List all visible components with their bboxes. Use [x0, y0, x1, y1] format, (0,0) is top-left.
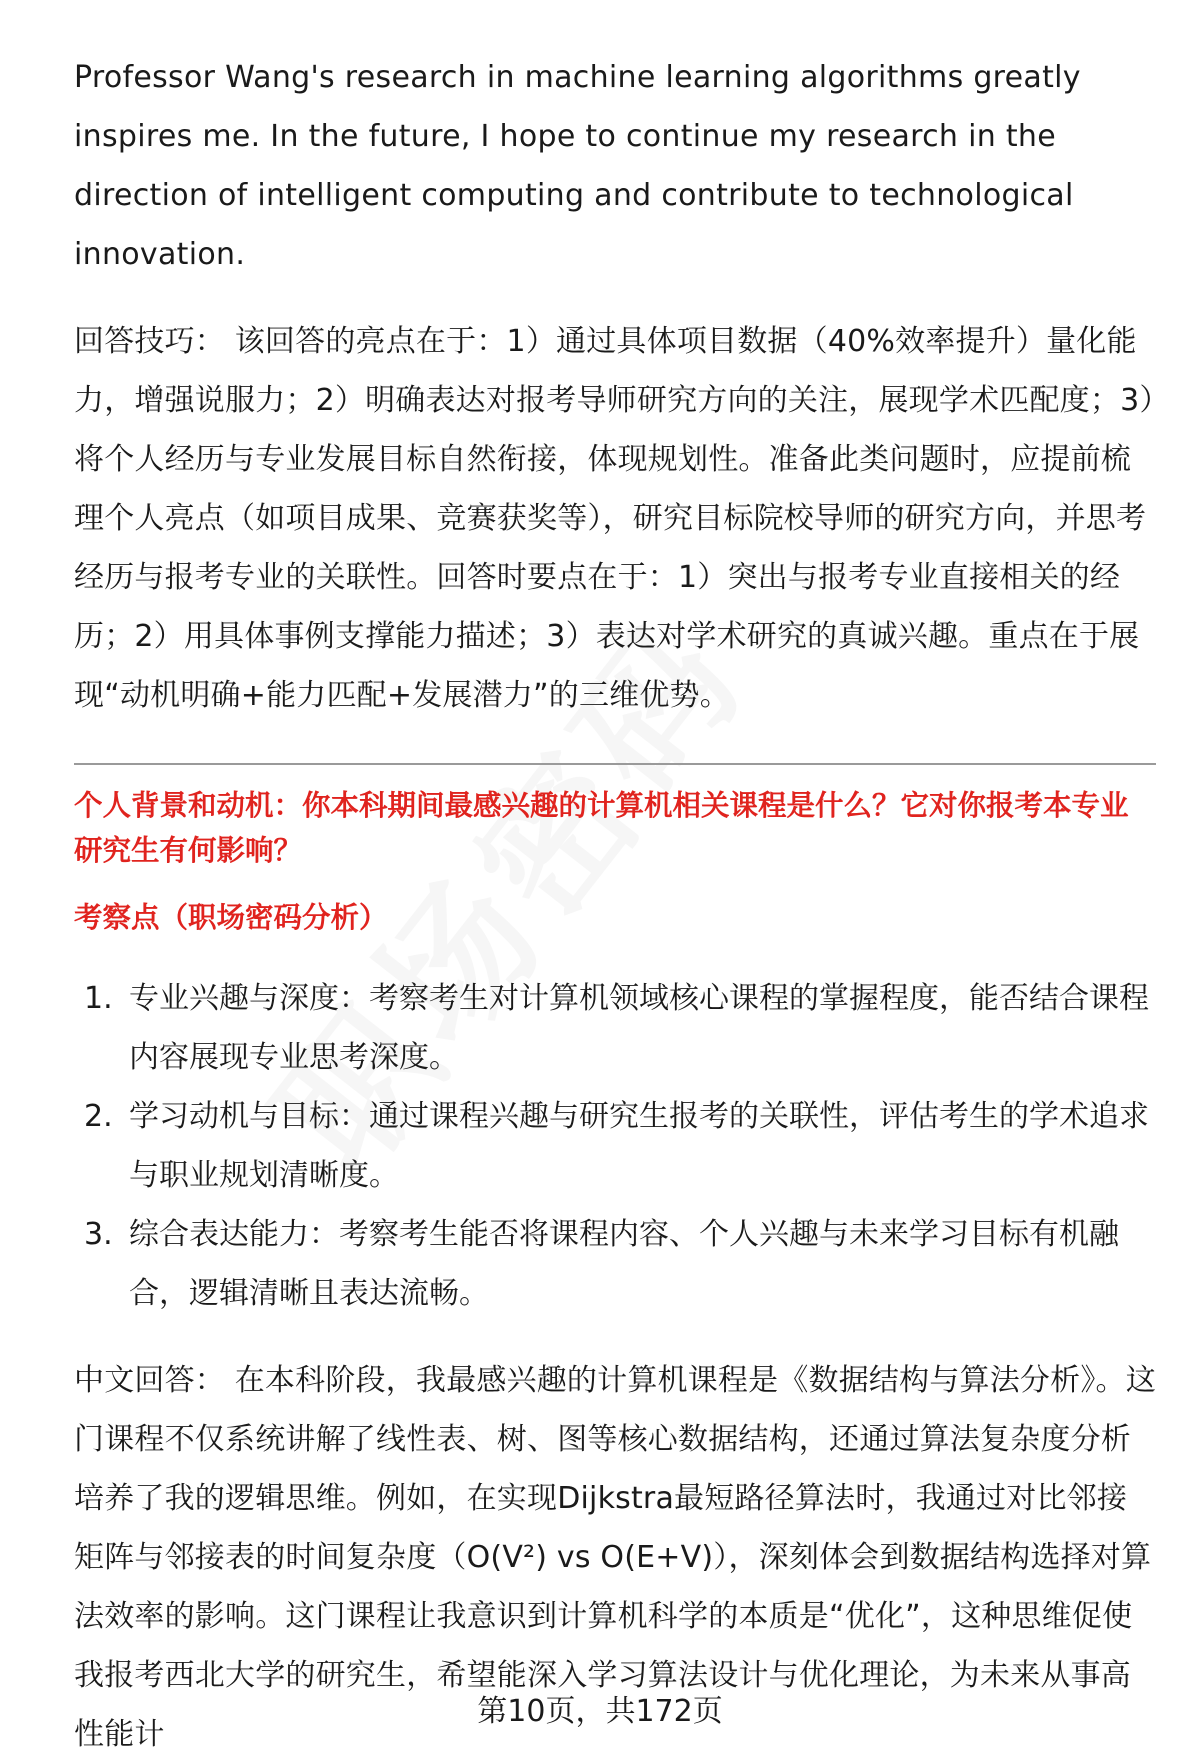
assessment-subheading: 考察点（职场密码分析） — [74, 901, 388, 934]
list-item — [74, 969, 1156, 1087]
assessment-points-list — [74, 969, 1156, 1323]
list-number: 2. — [84, 1098, 113, 1134]
list-number: 3. — [84, 1216, 113, 1252]
list-number: 1. — [84, 980, 113, 1016]
answer-tips-paragraph: 回答技巧： 该回答的亮点在于：1）通过具体项目数据（40%效率提升）量化能力，增强说服力；2）明确表达对报考导师研究方向的关注，展现学术匹配度；3）将个人经历与专业发展目标自然衔接，体现规划性。准备此类问题时，应提前梳理个人亮点（如项目成果、竞赛获奖等），研究目标院校导师的研究方向，并思考经历与报考专业的关联性。回答时要点在于：1）突出与报考专业直接相关的经历；2）用具体事例支撑能力描述；3）表达对学术研究的真诚兴趣。重点在于展现“动机明确+能力匹配+发展潜力”的三维优势。 — [74, 324, 1155, 713]
list-item — [74, 1205, 1156, 1323]
chinese-answer-paragraph: 中文回答： 在本科阶段，我最感兴趣的计算机课程是《数据结构与算法分析》。这门课程不仅系统讲解了线性表、树、图等核心数据结构，还通过算法复杂度分析培养了我的逻辑思维。例如，在实现Dijkstra最短路径算法时，我通过对比邻接矩阵与邻接表的时间复杂度（O(V²) vs O(E+V)），深刻体会到数据结构选择对算法效率的影响。这门课程让我意识到计算机科学的本质是“优化”，这种思维促使我报考西北大学的研究生，希望能深入学习算法设计与优化理论，为未来从事高性能计 — [74, 1362, 1156, 1752]
page-footer: 第10页，共172页 — [477, 1694, 723, 1729]
list-item-text: 学习动机与目标：通过课程兴趣与研究生报考的关联性，评估考生的学术追求与职业规划清晰度。 — [129, 1098, 1149, 1193]
document-page — [74, 48, 1156, 1764]
list-item — [74, 1087, 1156, 1205]
list-item-text: 综合表达能力：考察考生能否将课程内容、个人兴趣与未来学习目标有机融合，逻辑清晰且表达流畅。 — [129, 1216, 1119, 1311]
english-intro-paragraph: Professor Wang's research in machine learning algorithms greatly inspires me. In the future, I hope to continue my research in the direction of intelligent computing and contribute to technological innovation. — [74, 60, 1081, 272]
list-item-text: 专业兴趣与深度：考察考生对计算机领域核心课程的掌握程度，能否结合课程内容展现专业思考深度。 — [129, 980, 1149, 1075]
question-heading: 个人背景和动机：你本科期间最感兴趣的计算机相关课程是什么？它对你报考本专业研究生有何影响？ — [74, 789, 1129, 867]
section-divider — [74, 763, 1156, 765]
